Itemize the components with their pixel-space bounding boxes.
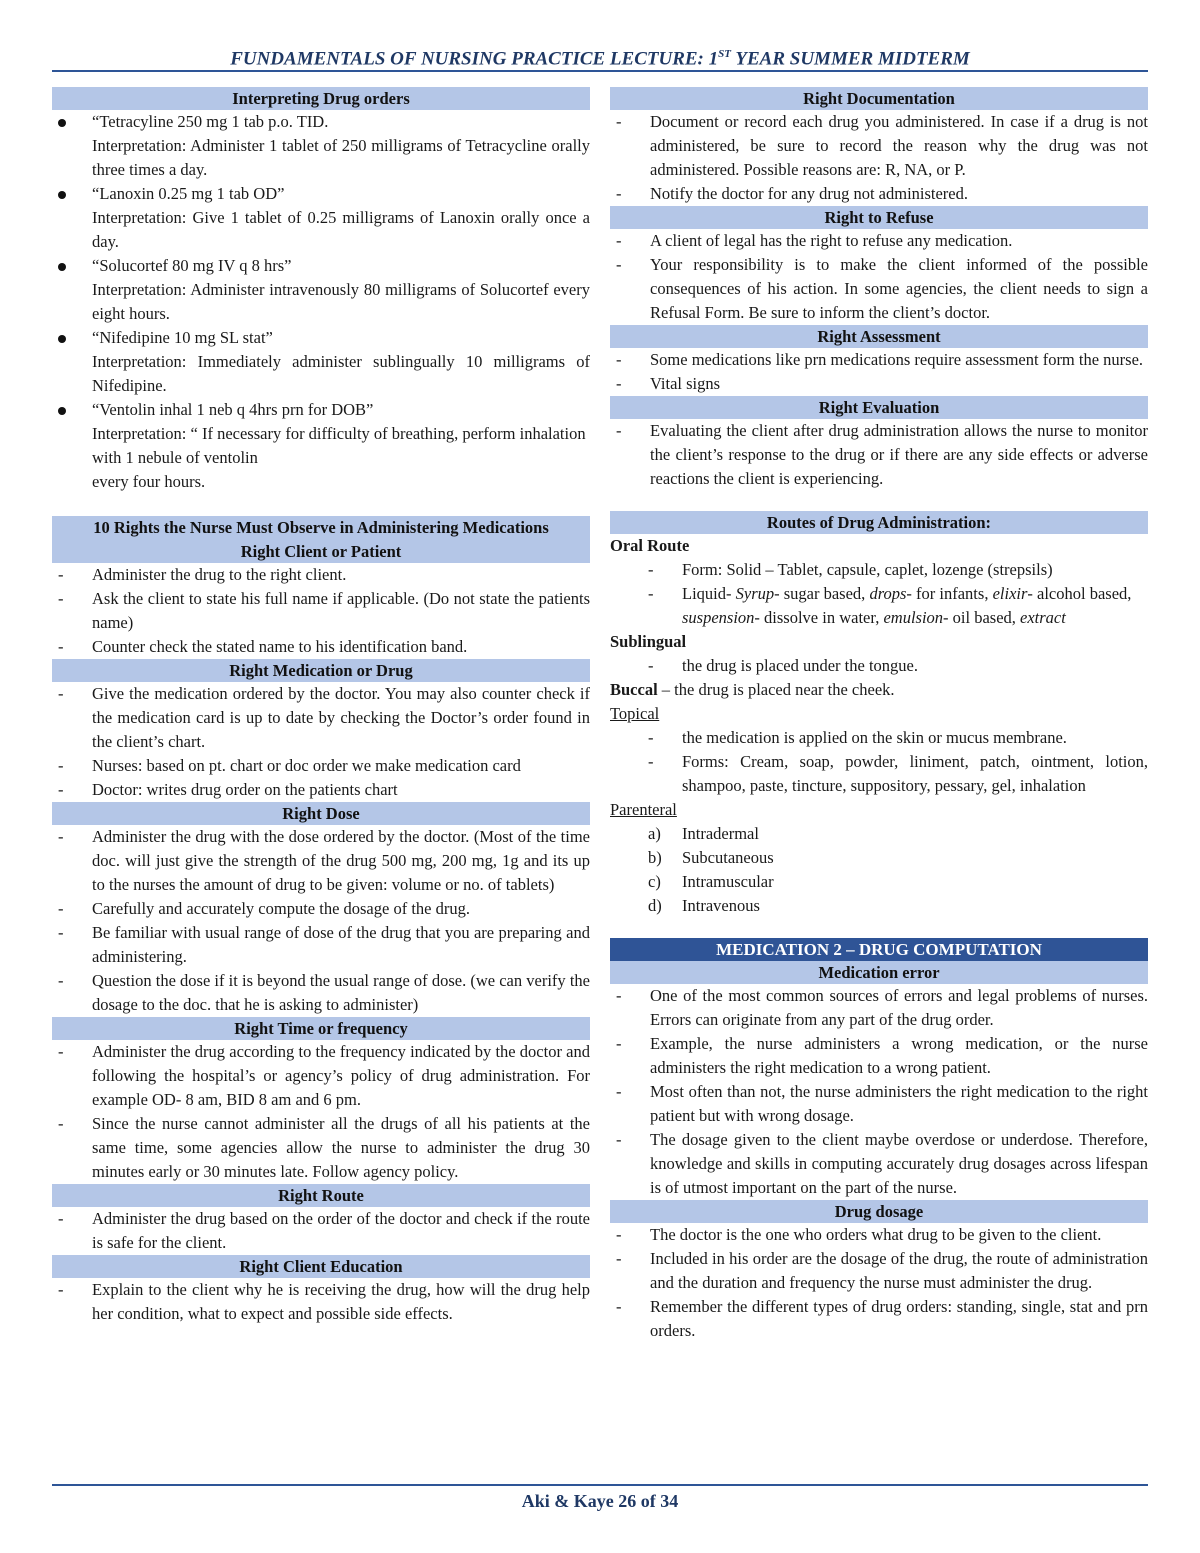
dash-list: [52, 1207, 590, 1255]
oral-liquid: - Liquid- Syrup- sugar based, drops- for infants, elixir- alcohol based, suspension- dissolve in water, emulsion- oil based, extract: [648, 584, 1132, 627]
list-item: - Explain to the client why he is receiving the drug, how will the drug help her condition, what to expect and possible side effects.: [58, 1280, 590, 1323]
list-item: - Doctor: writes drug order on the patients chart: [58, 780, 398, 799]
list-item: “Lanoxin 0.25 mg 1 tab OD” Interpretation: Give 1 tablet of 0.25 milligrams of Lanoxin orally once a day.: [52, 182, 590, 254]
list-item: - Question the dose if it is beyond the usual range of dose. (we can verify the dosage to the doc. that he is asking to administer): [58, 971, 590, 1014]
topical-item: - Forms: Cream, soap, powder, liniment, patch, ointment, lotion, shampoo, paste, tincture, suppository, pessary, gel, inhalation: [648, 752, 1148, 795]
sublingual-title: Sublingual: [610, 632, 687, 651]
list-item: “Ventolin inhal 1 neb q 4hrs prn for DOB” Interpretation: “ If necessary for difficulty of breathing, perform inhalation with 1 nebule of ventolin every four hours.: [52, 398, 590, 494]
dash-list: [52, 1040, 590, 1184]
list-item: - Ask the client to state his full name if applicable. (Do not state the patients name): [58, 589, 590, 632]
header-rule: [52, 70, 1148, 72]
footer-rule: [52, 1484, 1148, 1486]
list-item: - Administer the drug with the dose ordered by the doctor. (Most of the time doc. will just give the strength of the drug 500 mg, 200 mg, 1g and its up to the nurses the amount of drug to be given: volume or no. of tablets): [58, 827, 590, 894]
list-item: - Document or record each drug you administered. In case if a drug is not administered, be sure to record the reason why the drug was not administered. Possible reasons are: R, NA, or P.: [616, 112, 1148, 179]
rights-continued: [610, 87, 1148, 491]
list-item: - The doctor is the one who orders what drug to be given to the client.: [616, 1225, 1102, 1244]
dash-list: [52, 1278, 590, 1326]
list-item: - Administer the drug according to the frequency indicated by the doctor and following the hospital’s or agency’s policy of drug administration. For example OD- 8 am, BID 8 am and 6 pm.: [58, 1042, 590, 1109]
section-heading: Right Client Education: [52, 1255, 590, 1278]
topical-item: - the medication is applied on the skin or mucus membrane.: [648, 728, 1067, 747]
section-heading: Right to Refuse: [610, 206, 1148, 229]
parenteral-item: b) Subcutaneous: [648, 848, 774, 867]
list-item: - Be familiar with usual range of dose of the drug that you are preparing and administering.: [58, 923, 590, 966]
list-item: - One of the most common sources of errors and legal problems of nurses. Errors can originate from any part of the drug order.: [616, 986, 1148, 1029]
section-heading: Right Documentation: [610, 87, 1148, 110]
right-column: [610, 87, 1148, 1343]
interpreting-list: [52, 110, 590, 494]
section-heading: Routes of Drug Administration:: [610, 511, 1148, 534]
list-item: - Evaluating the client after drug administration allows the nurse to monitor the client’s response to the drug or if there are any side effects or adverse reactions the client is experiencing.: [616, 421, 1148, 488]
list-item: - Included in his order are the dosage of the drug, the route of administration and the duration and frequency the nurse must administer the drug.: [616, 1249, 1148, 1292]
dash-list: [52, 563, 590, 659]
sublingual-desc: - the drug is placed under the tongue.: [648, 656, 918, 675]
ten-rights-sections: [52, 540, 590, 1326]
list-item: - Most often than not, the nurse administers the right medication to the right patient but with wrong dosage.: [616, 1082, 1148, 1125]
parenteral-item: a) Intradermal: [648, 824, 759, 843]
list-item: - Notify the doctor for any drug not administered.: [616, 184, 969, 203]
section-heading: Right Assessment: [610, 325, 1148, 348]
list-item: - The dosage given to the client maybe overdose or underdose. Therefore, knowledge and skills in computing accurately drug dosages across lifespan is of utmost important on the part of the nurse.: [616, 1130, 1148, 1197]
oral-form: - Form: Solid – Tablet, capsule, caplet, lozenge (strepsils): [648, 560, 1053, 579]
list-item: - Remember the different types of drug orders: standing, single, stat and prn orders.: [616, 1297, 1148, 1340]
list-item: “Nifedipine 10 mg SL stat” Interpretation: Immediately administer sublingually 10 milligrams of Nifedipine.: [52, 326, 590, 398]
dash-list: [610, 229, 1148, 325]
dash-list: [610, 419, 1148, 491]
dash-list: [610, 348, 1148, 396]
section-heading: Drug dosage: [610, 1200, 1148, 1223]
parenteral-item: d) Intravenous: [648, 896, 760, 915]
list-item: - Vital signs: [616, 374, 721, 393]
section-heading: Right Dose: [52, 802, 590, 825]
list-item: - Carefully and accurately compute the dosage of the drug.: [58, 899, 470, 918]
list-item: “Tetracyline 250 mg 1 tab p.o. TID. Interpretation: Administer 1 tablet of 250 milligrams of Tetracycline orally three times a day.: [52, 110, 590, 182]
list-item: - Since the nurse cannot administer all the drugs of all his patients at the same time, some agencies allow the nurse to administer the drug 30 minutes early or 30 minutes late. Follow agency policy.: [58, 1114, 590, 1181]
medication-error-list: [610, 984, 1148, 1200]
list-item: - Administer the drug based on the order of the doctor and check if the route is safe for the client.: [58, 1209, 590, 1252]
parenteral-item: c) Intramuscular: [648, 872, 774, 891]
list-item: “Solucortef 80 mg IV q 8 hrs” Interpretation: Administer intravenously 80 milligrams of Solucortef every eight hours.: [52, 254, 590, 326]
list-item: - Counter check the stated name to his identification band.: [58, 637, 468, 656]
section-heading: Right Medication or Drug: [52, 659, 590, 682]
section-heading: Medication error: [610, 961, 1148, 984]
list-item: - A client of legal has the right to refuse any medication.: [616, 231, 1013, 250]
list-item: - Example, the nurse administers a wrong medication, or the nurse administers the right medication to a wrong patient.: [616, 1034, 1148, 1077]
topical-title: Topical: [610, 704, 660, 723]
list-item: - Nurses: based on pt. chart or doc order we make medication card: [58, 756, 521, 775]
list-item: - Administer the drug to the right client.: [58, 565, 347, 584]
left-column: [52, 87, 590, 1326]
dash-list: [52, 682, 590, 802]
section-heading: Right Client or Patient: [52, 540, 590, 563]
parenteral-title: Parenteral: [610, 800, 677, 819]
dash-list: [610, 110, 1148, 206]
section-heading: Right Route: [52, 1184, 590, 1207]
oral-route-title: Oral Route: [610, 536, 690, 555]
list-item: - Give the medication ordered by the doctor. You may also counter check if the medication card is up to date by checking the Doctor’s order found in the client’s chart.: [58, 684, 590, 751]
section-heading: Right Evaluation: [610, 396, 1148, 419]
section-heading: Interpreting Drug orders: [52, 87, 590, 110]
section-heading: 10 Rights the Nurse Must Observe in Administering Medications: [52, 516, 590, 540]
drug-dosage-list: [610, 1223, 1148, 1343]
page-footer: Aki & Kaye 26 of 34: [521, 1491, 679, 1511]
buccal-line: Buccal – the drug is placed near the cheek.: [610, 680, 895, 699]
list-item: - Your responsibility is to make the client informed of the possible consequences of his action. In some agencies, the client needs to sign a Refusal Form. Be sure to inform the client’s doctor.: [616, 255, 1148, 322]
dash-list: [52, 825, 590, 1017]
medication2-heading: MEDICATION 2 – DRUG COMPUTATION: [610, 938, 1148, 961]
page-title: FUNDAMENTALS OF NURSING PRACTICE LECTURE: 1ST YEAR SUMMER MIDTERM: [230, 48, 970, 70]
list-item: - Some medications like prn medications require assessment form the nurse.: [616, 350, 1144, 369]
section-heading: Right Time or frequency: [52, 1017, 590, 1040]
